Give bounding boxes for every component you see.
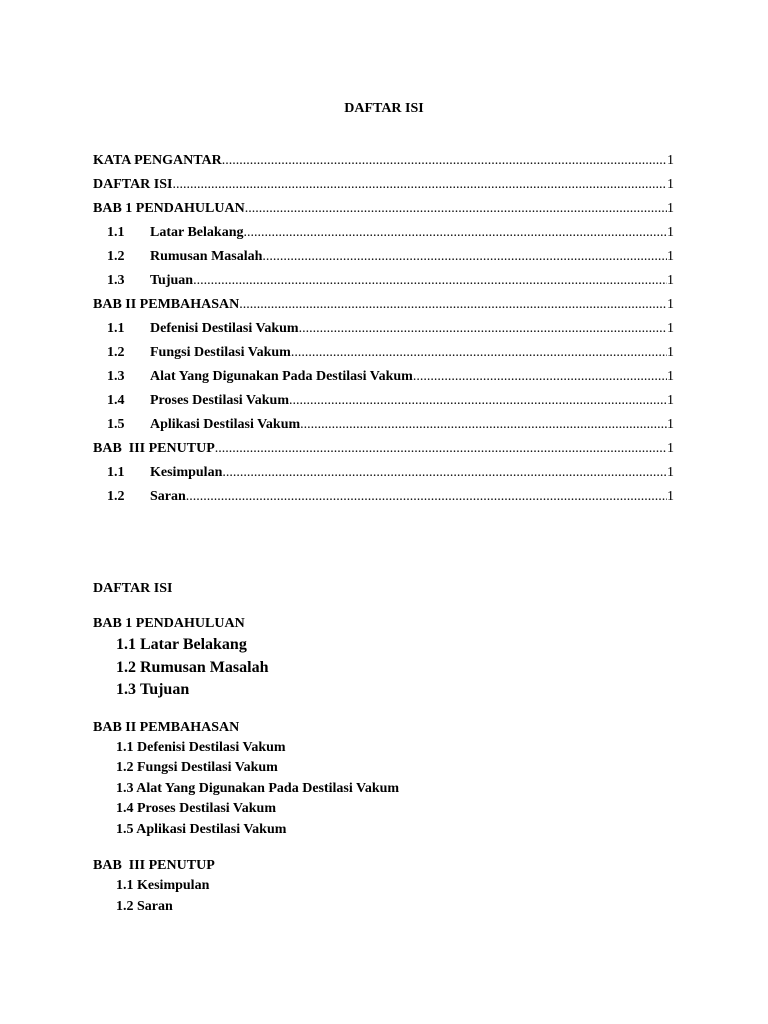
table-of-contents (93, 152, 674, 512)
toc-row-page: 1 (667, 465, 674, 480)
toc-leader-dots (299, 320, 667, 338)
toc-row-page: 1 (667, 201, 674, 216)
toc-leader-dots (239, 296, 667, 314)
outline-item-label: Aplikasi Destilasi Vakum (136, 821, 287, 837)
outline-item-label: Latar Belakang (140, 636, 247, 653)
toc-leader-dots (172, 176, 667, 194)
outline (93, 580, 693, 917)
outline-item-number: 1.1 (116, 878, 134, 893)
outline-section (93, 615, 693, 702)
outline-section-heading: BAB 1 PENDAHULUAN (93, 616, 245, 631)
toc-row-page: 1 (667, 441, 674, 456)
toc-row (93, 488, 674, 512)
outline-item-label: Saran (137, 898, 173, 914)
outline-section-heading: BAB II PEMBAHASAN (93, 719, 240, 735)
toc-leader-dots (413, 368, 667, 386)
toc-leader-dots (291, 344, 667, 362)
toc-row-page: 1 (667, 177, 674, 192)
toc-row-number: 1.3 (107, 369, 125, 384)
toc-row-page: 1 (667, 225, 674, 240)
toc-leader-dots (262, 248, 667, 266)
toc-row (93, 224, 674, 248)
outline-item-number: 1.2 (116, 760, 134, 775)
toc-leader-dots (193, 272, 667, 290)
toc-row-label: Saran (150, 489, 186, 504)
toc-row-label: BAB II PEMBAHASAN (93, 297, 240, 312)
outline-section (93, 857, 693, 917)
toc-row-page: 1 (667, 249, 674, 264)
toc-row-number: 1.1 (107, 225, 125, 240)
toc-row-number: 1.5 (107, 417, 125, 432)
toc-row-page: 1 (667, 321, 674, 336)
list-item (116, 634, 693, 657)
toc-row-label: BAB 1 PENDAHULUAN (93, 201, 245, 216)
toc-row-page: 1 (667, 369, 674, 384)
toc-row-label: Aplikasi Destilasi Vakum (150, 417, 301, 432)
list-item (116, 897, 693, 918)
outline-item-number: 1.5 (116, 821, 134, 837)
toc-row-number: 1.2 (107, 489, 125, 504)
outline-item-number: 1.3 (116, 681, 136, 698)
outline-item-label: Fungsi Destilasi Vakum (137, 760, 278, 775)
toc-leader-dots (289, 392, 667, 410)
outline-item-label: Defenisi Destilasi Vakum (137, 739, 286, 755)
toc-row-label: Alat Yang Digunakan Pada Destilasi Vakum (150, 369, 413, 384)
outline-item-number: 1.1 (116, 739, 134, 755)
toc-row-number: 1.2 (107, 249, 125, 264)
toc-row-label: Fungsi Destilasi Vakum (150, 345, 291, 360)
toc-leader-dots (300, 416, 667, 434)
toc-row (93, 248, 674, 272)
toc-row (93, 272, 674, 296)
toc-leader-dots (245, 200, 667, 218)
outline-item-label: Tujuan (140, 681, 190, 698)
outline-item-list (93, 876, 693, 917)
toc-row-number: 1.1 (107, 321, 125, 336)
toc-title: DAFTAR ISI (344, 101, 424, 116)
list-item (116, 779, 693, 800)
toc-row-page: 1 (667, 345, 674, 360)
toc-row-page: 1 (667, 489, 674, 504)
toc-row-label: BAB III PENUTUP (93, 441, 215, 456)
toc-row (93, 296, 674, 320)
toc-leader-dots (215, 440, 667, 458)
list-item (116, 820, 693, 841)
toc-row-label: Defenisi Destilasi Vakum (150, 321, 299, 336)
toc-row-label: DAFTAR ISI (93, 177, 173, 192)
outline-item-number: 1.3 (116, 780, 134, 796)
list-item (116, 758, 693, 779)
toc-row-label: Rumusan Masalah (150, 249, 263, 264)
toc-row (93, 440, 674, 464)
list-item (116, 799, 693, 820)
toc-leader-dots (222, 464, 667, 482)
toc-leader-dots (222, 152, 667, 170)
toc-row-number: 1.1 (107, 465, 125, 480)
toc-row-page: 1 (667, 393, 674, 408)
toc-row-number: 1.4 (107, 393, 125, 408)
list-item (116, 738, 693, 759)
list-item (116, 876, 693, 897)
toc-row-label: KATA PENGANTAR (93, 153, 222, 168)
toc-row (93, 368, 674, 392)
outline-item-label: Rumusan Masalah (140, 658, 269, 676)
outline-section (93, 719, 693, 841)
toc-row-number: 1.3 (107, 273, 125, 288)
toc-row-label: Proses Destilasi Vakum (150, 393, 289, 408)
outline-item-number: 1.4 (116, 801, 134, 816)
outline-item-label: Proses Destilasi Vakum (137, 801, 276, 816)
toc-row-page: 1 (667, 417, 674, 432)
outline-title: DAFTAR ISI (93, 581, 173, 596)
toc-leader-dots (186, 488, 667, 506)
outline-item-list (93, 634, 693, 702)
toc-row-label: Tujuan (150, 273, 194, 288)
outline-item-label: Alat Yang Digunakan Pada Destilasi Vakum (136, 780, 400, 796)
toc-row (93, 200, 674, 224)
outline-item-label: Kesimpulan (137, 878, 210, 893)
outline-item-number: 1.1 (116, 636, 136, 653)
outline-item-list (93, 738, 693, 841)
outline-item-number: 1.2 (116, 898, 134, 914)
toc-row (93, 464, 674, 488)
list-item (116, 657, 693, 680)
list-item (116, 679, 693, 702)
toc-row-page: 1 (667, 273, 674, 288)
toc-row (93, 320, 674, 344)
toc-row-label: Latar Belakang (150, 225, 244, 240)
toc-row (93, 392, 674, 416)
toc-row-number: 1.2 (107, 345, 125, 360)
toc-row (93, 344, 674, 368)
outline-section-heading: BAB III PENUTUP (93, 858, 215, 873)
toc-row (93, 416, 674, 440)
toc-row-page: 1 (667, 153, 674, 168)
toc-row-page: 1 (667, 297, 674, 312)
outline-item-number: 1.2 (116, 658, 136, 676)
toc-row (93, 176, 674, 200)
toc-row-label: Kesimpulan (150, 465, 223, 480)
toc-row (93, 152, 674, 176)
toc-leader-dots (243, 224, 667, 242)
